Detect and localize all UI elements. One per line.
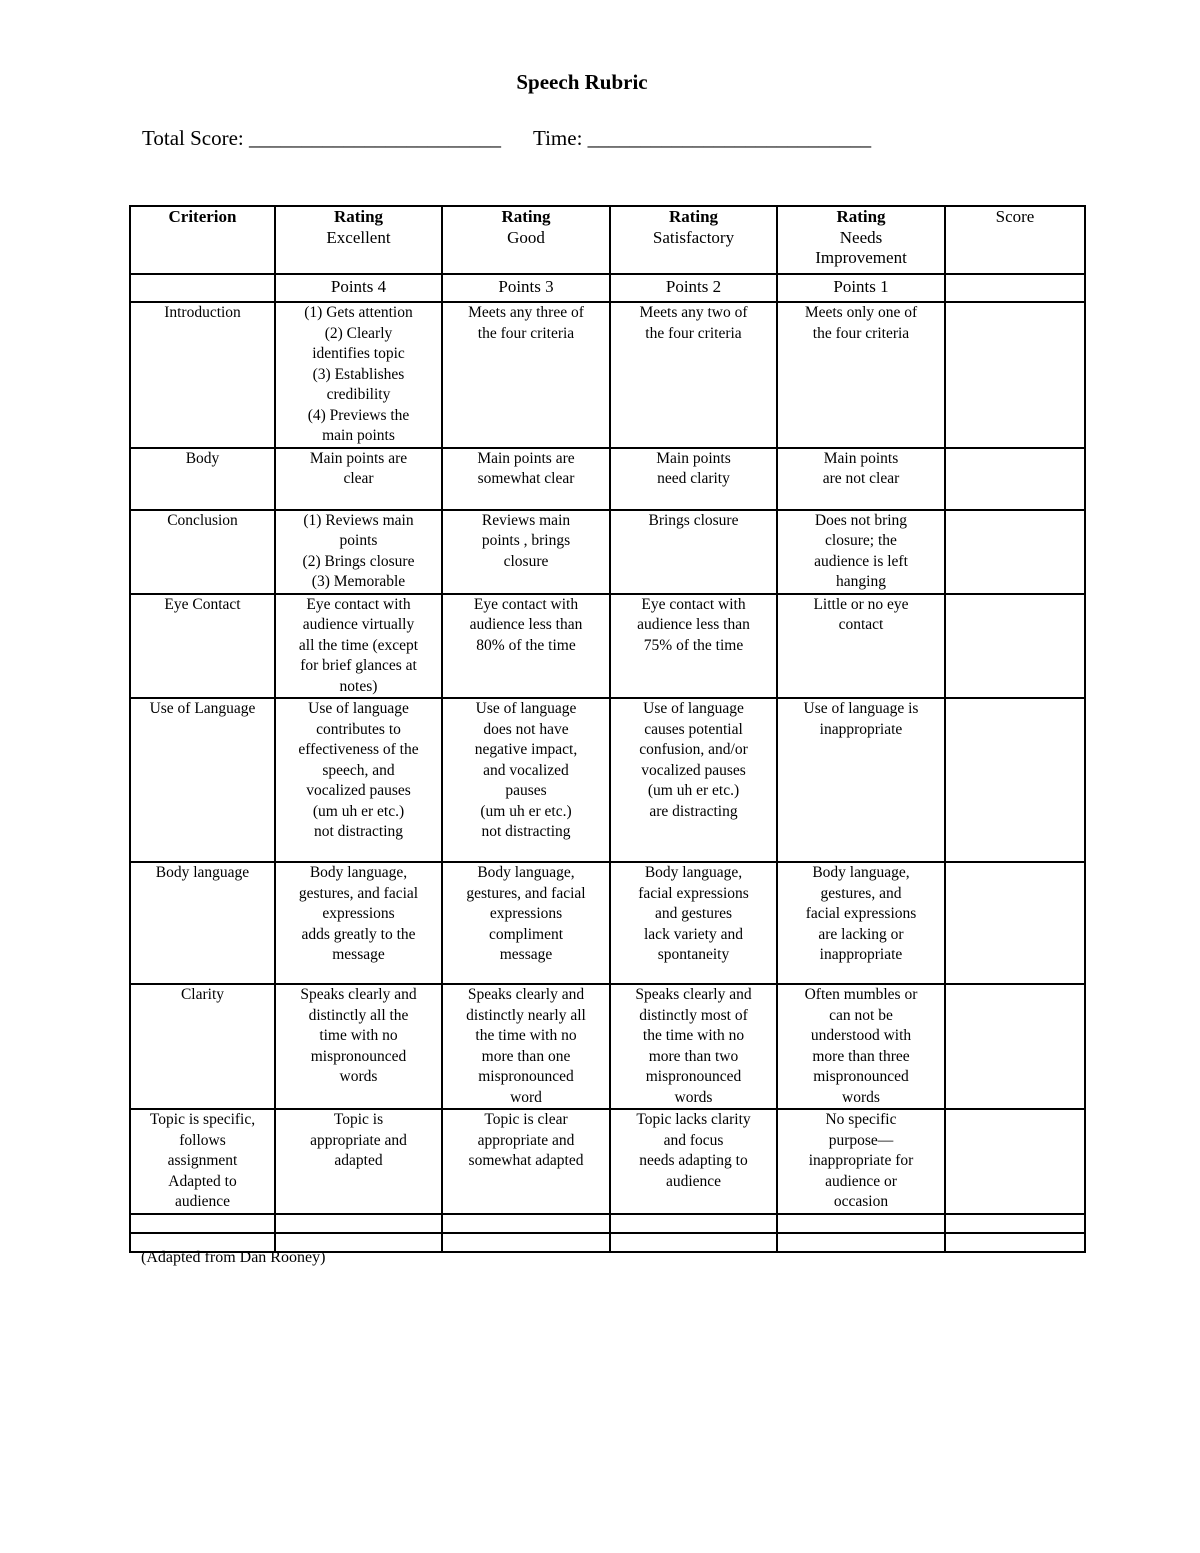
blank-cell[interactable] xyxy=(945,1233,1085,1252)
blank-cell[interactable] xyxy=(275,1214,442,1233)
rating-cell: (1) Reviews main points (2) Brings closure (3) Memorable xyxy=(275,510,442,594)
rating-cell: Reviews main points , brings closure xyxy=(442,510,610,594)
rating-cell: Eye contact with audience less than 80% of the time xyxy=(442,594,610,699)
rating-cell: Use of language causes potential confusion, and/or vocalized pauses (um uh er etc.) are distracting xyxy=(610,698,777,862)
rating-cell: Body language, facial expressions and gestures lack variety and spontaneity xyxy=(610,862,777,984)
score-cell[interactable] xyxy=(945,862,1085,984)
rating-cell: Body language, gestures, and facial expressions compliment message xyxy=(442,862,610,984)
rating-cell: Main points need clarity xyxy=(610,448,777,510)
rating-cell: Body language, gestures, and facial expressions are lacking or inappropriate xyxy=(777,862,945,984)
rating-cell: Main points are not clear xyxy=(777,448,945,510)
score-cell[interactable] xyxy=(945,984,1085,1109)
points-row xyxy=(130,274,1085,302)
blank-cell[interactable] xyxy=(945,1214,1085,1233)
table-row xyxy=(130,302,1085,448)
points-cell: Points 4 xyxy=(275,274,442,302)
score-cell[interactable] xyxy=(945,448,1085,510)
table-row xyxy=(130,448,1085,510)
rating-cell: Use of language does not have negative impact, and vocalized pauses (um uh er etc.) not distracting xyxy=(442,698,610,862)
rating-cell: Use of language contributes to effectiveness of the speech, and vocalized pauses (um uh er etc.) not distracting xyxy=(275,698,442,862)
blank-cell[interactable] xyxy=(442,1233,610,1252)
blank-cell[interactable] xyxy=(610,1233,777,1252)
score-cell[interactable] xyxy=(945,302,1085,448)
criterion-cell: Use of Language xyxy=(130,698,275,862)
table-row xyxy=(130,510,1085,594)
rating-cell: Meets any three of the four criteria xyxy=(442,302,610,448)
criterion-cell: Introduction xyxy=(130,302,275,448)
score-time-line xyxy=(142,126,871,151)
rating-header-needs-improvement: Rating Needs Improvement xyxy=(777,206,945,274)
criterion-cell: Topic is specific, follows assignment Adapted to audience xyxy=(130,1109,275,1214)
points-cell-empty xyxy=(130,274,275,302)
rating-cell: Meets only one of the four criteria xyxy=(777,302,945,448)
rating-cell: Brings closure xyxy=(610,510,777,594)
rating-cell: Main points are somewhat clear xyxy=(442,448,610,510)
points-cell: Points 1 xyxy=(777,274,945,302)
criterion-cell: Conclusion xyxy=(130,510,275,594)
table-row xyxy=(130,1109,1085,1214)
criterion-cell: Clarity xyxy=(130,984,275,1109)
criterion-cell: Body xyxy=(130,448,275,510)
points-cell: Points 2 xyxy=(610,274,777,302)
rating-cell: Topic is clear appropriate and somewhat adapted xyxy=(442,1109,610,1214)
rating-cell: Speaks clearly and distinctly nearly all the time with no more than one mispronounced word xyxy=(442,984,610,1109)
rating-cell: Body language, gestures, and facial expressions adds greatly to the message xyxy=(275,862,442,984)
criterion-cell: Body language xyxy=(130,862,275,984)
rating-cell: (1) Gets attention (2) Clearly identifies topic (3) Establishes credibility (4) Previews the main points xyxy=(275,302,442,448)
rating-cell: No specific purpose— inappropriate for audience or occasion xyxy=(777,1109,945,1214)
points-cell: Points 3 xyxy=(442,274,610,302)
rating-cell: Meets any two of the four criteria xyxy=(610,302,777,448)
header-row xyxy=(130,206,1085,274)
blank-cell[interactable] xyxy=(610,1214,777,1233)
rating-cell: Does not bring closure; the audience is left hanging xyxy=(777,510,945,594)
rating-cell: Eye contact with audience virtually all the time (except for brief glances at notes) xyxy=(275,594,442,699)
rating-cell: Topic is appropriate and adapted xyxy=(275,1109,442,1214)
rating-cell: Often mumbles or can not be understood with more than three mispronounced words xyxy=(777,984,945,1109)
footnote: (Adapted from Dan Rooney) xyxy=(141,1249,326,1266)
blank-cell[interactable] xyxy=(777,1233,945,1252)
table-row xyxy=(130,862,1085,984)
table-row xyxy=(130,984,1085,1109)
page-title: Speech Rubric xyxy=(516,70,648,94)
total-score-field[interactable]: Total Score: ________________________ xyxy=(142,126,501,150)
blank-cell[interactable] xyxy=(442,1214,610,1233)
score-cell[interactable] xyxy=(945,274,1085,302)
table-row xyxy=(130,698,1085,862)
rating-cell: Topic lacks clarity and focus needs adapting to audience xyxy=(610,1109,777,1214)
rating-header-excellent: Rating Excellent xyxy=(275,206,442,274)
rating-cell: Speaks clearly and distinctly most of the time with no more than two mispronounced words xyxy=(610,984,777,1109)
criterion-cell: Eye Contact xyxy=(130,594,275,699)
score-cell[interactable] xyxy=(945,698,1085,862)
rubric-table xyxy=(129,205,1086,1253)
criterion-header: Criterion xyxy=(130,206,275,274)
rating-cell: Speaks clearly and distinctly all the time with no mispronounced words xyxy=(275,984,442,1109)
blank-row xyxy=(130,1214,1085,1233)
rating-cell: Main points are clear xyxy=(275,448,442,510)
score-cell[interactable] xyxy=(945,1109,1085,1214)
table-row xyxy=(130,594,1085,699)
rating-cell: Little or no eye contact xyxy=(777,594,945,699)
rating-header-good: Rating Good xyxy=(442,206,610,274)
score-header: Score xyxy=(945,206,1085,274)
rating-cell: Eye contact with audience less than 75% of the time xyxy=(610,594,777,699)
time-field[interactable]: Time: ___________________________ xyxy=(533,126,872,150)
rating-header-satisfactory: Rating Satisfactory xyxy=(610,206,777,274)
rating-cell: Use of language is inappropriate xyxy=(777,698,945,862)
blank-cell[interactable] xyxy=(777,1214,945,1233)
blank-cell[interactable] xyxy=(130,1214,275,1233)
score-cell[interactable] xyxy=(945,594,1085,699)
score-cell[interactable] xyxy=(945,510,1085,594)
